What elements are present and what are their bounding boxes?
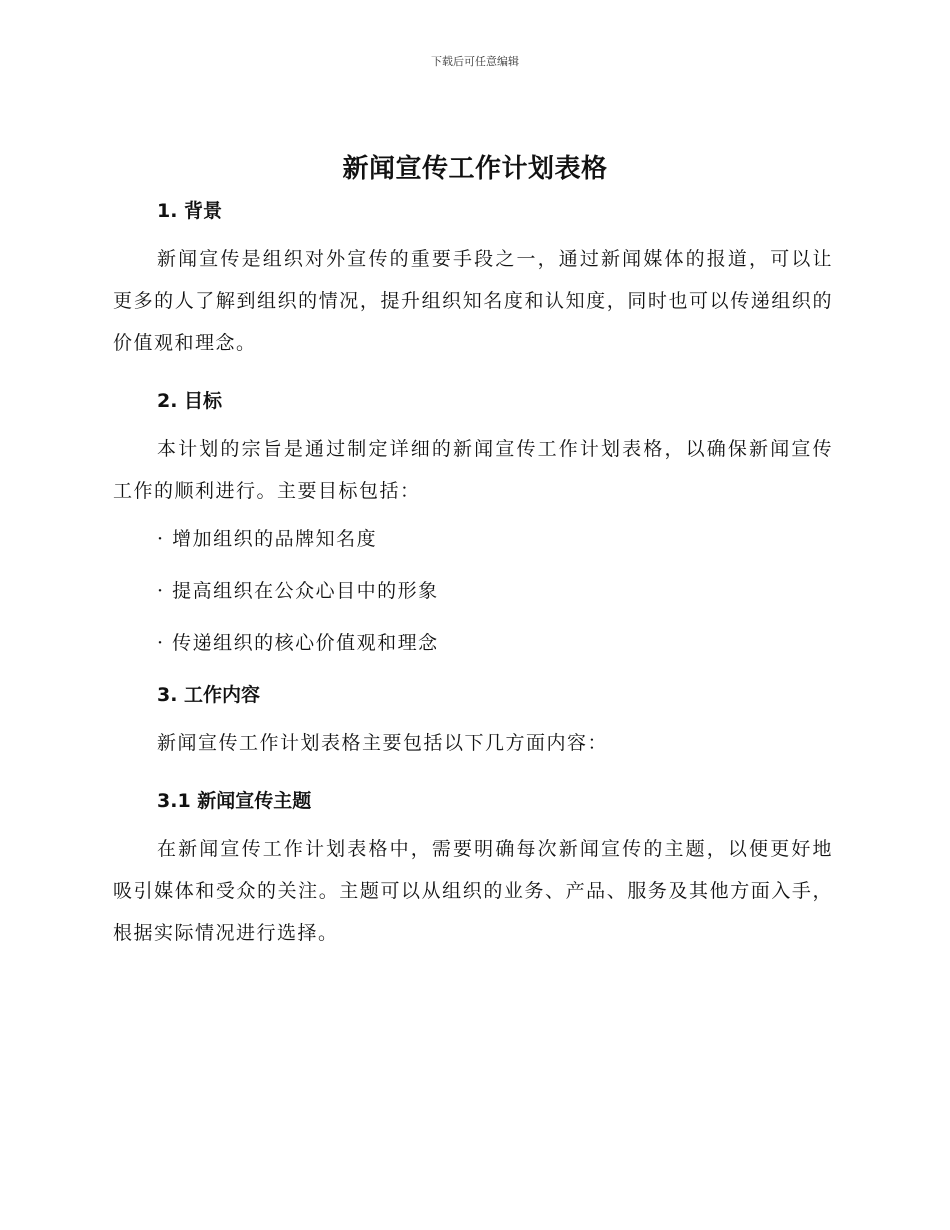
section-heading-background: 1. 背景 — [157, 200, 223, 222]
section-heading-work: 3. 工作内容 — [157, 684, 261, 706]
paragraph-goals: 本计划的宗旨是通过制定详细的新闻宣传工作计划表格，以确保新闻宣传工作的顺利进行。主要目标包括： — [113, 438, 833, 502]
list-item-goal: · 传递组织的核心价值观和理念 — [157, 632, 439, 654]
document-title: 新闻宣传工作计划表格 — [342, 154, 608, 184]
list-item-goal: · 增加组织的品牌知名度 — [157, 528, 378, 550]
paragraph-theme: 在新闻宣传工作计划表格中，需要明确每次新闻宣传的主题，以便更好地吸引媒体和受众的关注。主题可以从组织的业务、产品、服务及其他方面入手，根据实际情况进行选择。 — [113, 838, 833, 944]
document-body — [113, 196, 833, 954]
list-item-goal: · 提高组织在公众心目中的形象 — [157, 580, 439, 602]
header-note: 下载后可任意编辑 — [431, 55, 519, 68]
section-heading-goals: 2. 目标 — [157, 390, 223, 412]
paragraph-work: 新闻宣传工作计划表格主要包括以下几方面内容： — [157, 732, 609, 754]
section-heading-theme: 3.1 新闻宣传主题 — [157, 790, 312, 812]
paragraph-background: 新闻宣传是组织对外宣传的重要手段之一，通过新闻媒体的报道，可以让更多的人了解到组织的情况，提升组织知名度和认知度，同时也可以传递组织的价值观和理念。 — [113, 248, 833, 354]
